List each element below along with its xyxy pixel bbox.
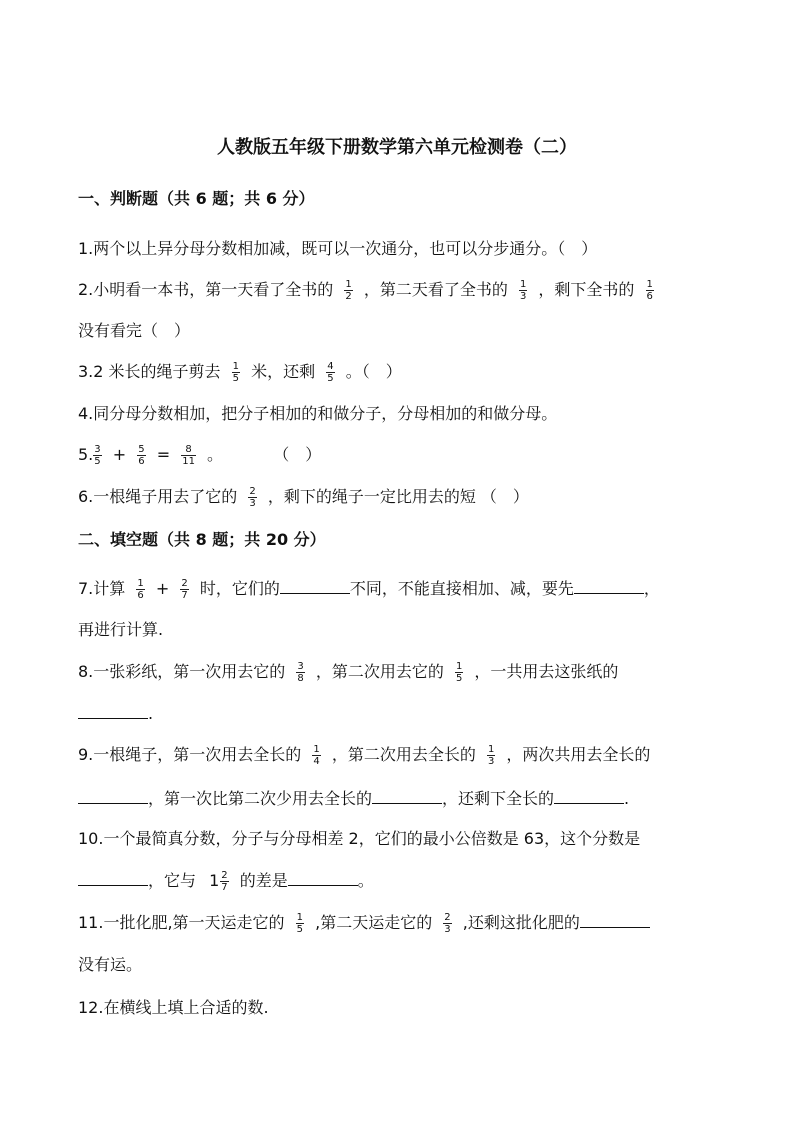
- section-fill-heading: 二、填空题（共 8 题；共 20 分）: [78, 530, 326, 549]
- q5-text-b: 。: [207, 445, 224, 464]
- question-11-cont: 没有运。: [78, 955, 143, 974]
- equals-sign: =: [156, 445, 171, 464]
- q8-text-a: 8.一张彩纸，第一次用去它的: [78, 662, 286, 681]
- q5-text-a: 5.: [78, 445, 94, 464]
- answer-blank[interactable]: [574, 579, 644, 594]
- fraction: $\frac{1}{3}$: [487, 744, 495, 767]
- q10-text-d: 。: [357, 871, 374, 890]
- question-9-cont: [78, 786, 629, 809]
- q9-text-a: 9.一根绳子，第一次用去全长的: [78, 745, 302, 764]
- q9-text-d: ，第一次比第二次少用去全长的: [148, 789, 373, 808]
- question-4: 4.同分母分数相加，把分子相加的和做分子，分母相加的和做分母。: [78, 404, 558, 423]
- answer-blank[interactable]: [580, 913, 650, 928]
- q7-text-c: 不同，不能直接相加、减，要先: [349, 579, 574, 598]
- question-2: [78, 277, 660, 302]
- q2-text-a: 2.小明看一本书，第一天看了全书的: [78, 280, 334, 299]
- q7-text-b: 时，它们的: [199, 579, 280, 598]
- question-5: [78, 442, 321, 467]
- answer-blank[interactable]: [288, 871, 358, 886]
- question-12: 12.在横线上填上合适的数.: [78, 998, 269, 1017]
- answer-blank[interactable]: [280, 579, 350, 594]
- fraction: $\frac{1}{6}$: [646, 279, 653, 302]
- question-7-cont: 再进行计算.: [78, 620, 164, 639]
- mixed-number-whole: 1: [209, 871, 220, 890]
- q3-text-a: 3.2 米长的绳子剪去: [78, 362, 221, 381]
- question-10: 10.一个最简真分数，分子与分母相差 2，它们的最小公倍数是 63，这个分数是: [78, 829, 641, 848]
- question-8: [78, 659, 618, 684]
- fraction: $\frac{1}{4}$: [313, 744, 320, 767]
- q9-text-b: ，第二次用去全长的: [331, 745, 476, 764]
- fraction: $\frac{1}{2}$: [345, 279, 352, 302]
- fraction: $\frac{3}{5}$: [94, 444, 101, 467]
- answer-blank[interactable]: [78, 871, 148, 886]
- question-11: [78, 910, 650, 935]
- question-2-cont: 没有看完（ ）: [78, 321, 191, 340]
- q3-text-b: 米，还剩: [251, 362, 316, 381]
- q7-text-d: ，: [643, 579, 660, 598]
- fraction: $\frac{1}{5}$: [296, 912, 304, 935]
- answer-blank[interactable]: [372, 789, 442, 804]
- question-7: [78, 576, 660, 601]
- q10-text-c: 的差是: [239, 871, 288, 890]
- page-title: 人教版五年级下册数学第六单元检测卷（二）: [217, 137, 577, 158]
- fraction: $\frac{1}{5}$: [455, 661, 463, 684]
- fraction: $\frac{2}{3}$: [444, 912, 451, 935]
- q11-text-b: ,第二天运走它的: [315, 913, 433, 932]
- fraction: $\frac{2}{3}$: [249, 486, 256, 509]
- answer-blank[interactable]: [78, 789, 148, 804]
- fraction: $\frac{5}{6}$: [138, 444, 145, 467]
- question-3: [78, 359, 402, 384]
- section-judgement-heading: 一、判断题（共 6 题；共 6 分）: [78, 189, 315, 208]
- q11-text-c: ,还剩这批化肥的: [462, 913, 580, 932]
- q9-text-f: .: [624, 789, 630, 808]
- q5-answer-bracket: （ ）: [273, 445, 322, 464]
- fraction: $\frac{2}{7}$: [221, 870, 228, 893]
- answer-blank[interactable]: [554, 789, 624, 804]
- question-10-cont: [78, 868, 374, 893]
- q9-text-c: ，两次共用去全长的: [506, 745, 651, 764]
- fraction: $\frac{1}{3}$: [519, 279, 527, 302]
- fraction: $\frac{1}{6}$: [137, 578, 144, 601]
- question-9: [78, 742, 650, 767]
- q9-text-e: ，还剩下全长的: [442, 789, 555, 808]
- question-8-cont: [78, 704, 153, 723]
- plus-sign: +: [112, 445, 127, 464]
- plus-sign: +: [155, 579, 170, 598]
- q6-text-b: ，剩下的绳子一定比用去的短 （ ）: [267, 487, 529, 506]
- fraction: $\frac{4}{5}$: [327, 361, 334, 384]
- q3-text-c: 。（ ）: [345, 362, 402, 381]
- q8-text-d: .: [148, 704, 154, 723]
- q10-text-b: ，它与: [148, 871, 197, 890]
- question-6: [78, 484, 529, 509]
- answer-blank[interactable]: [78, 704, 148, 719]
- fraction: $\frac{8}{11}$: [182, 444, 195, 467]
- q7-text-a: 7.计算: [78, 579, 126, 598]
- fraction: $\frac{2}{7}$: [181, 578, 188, 601]
- q2-text-b: ，第二天看了全书的: [363, 280, 508, 299]
- q6-text-a: 6.一根绳子用去了它的: [78, 487, 238, 506]
- q8-text-c: ，一共用去这张纸的: [474, 662, 619, 681]
- fraction: $\frac{1}{5}$: [232, 361, 240, 384]
- q11-text-a: 11.一批化肥,第一天运走它的: [78, 913, 285, 932]
- question-1: 1.两个以上异分母分数相加减，既可以一次通分，也可以分步通分。（ ）: [78, 239, 598, 258]
- q2-text-c: ，剩下全书的: [538, 280, 635, 299]
- fraction: $\frac{3}{8}$: [297, 661, 304, 684]
- q8-text-b: ，第二次用去它的: [315, 662, 444, 681]
